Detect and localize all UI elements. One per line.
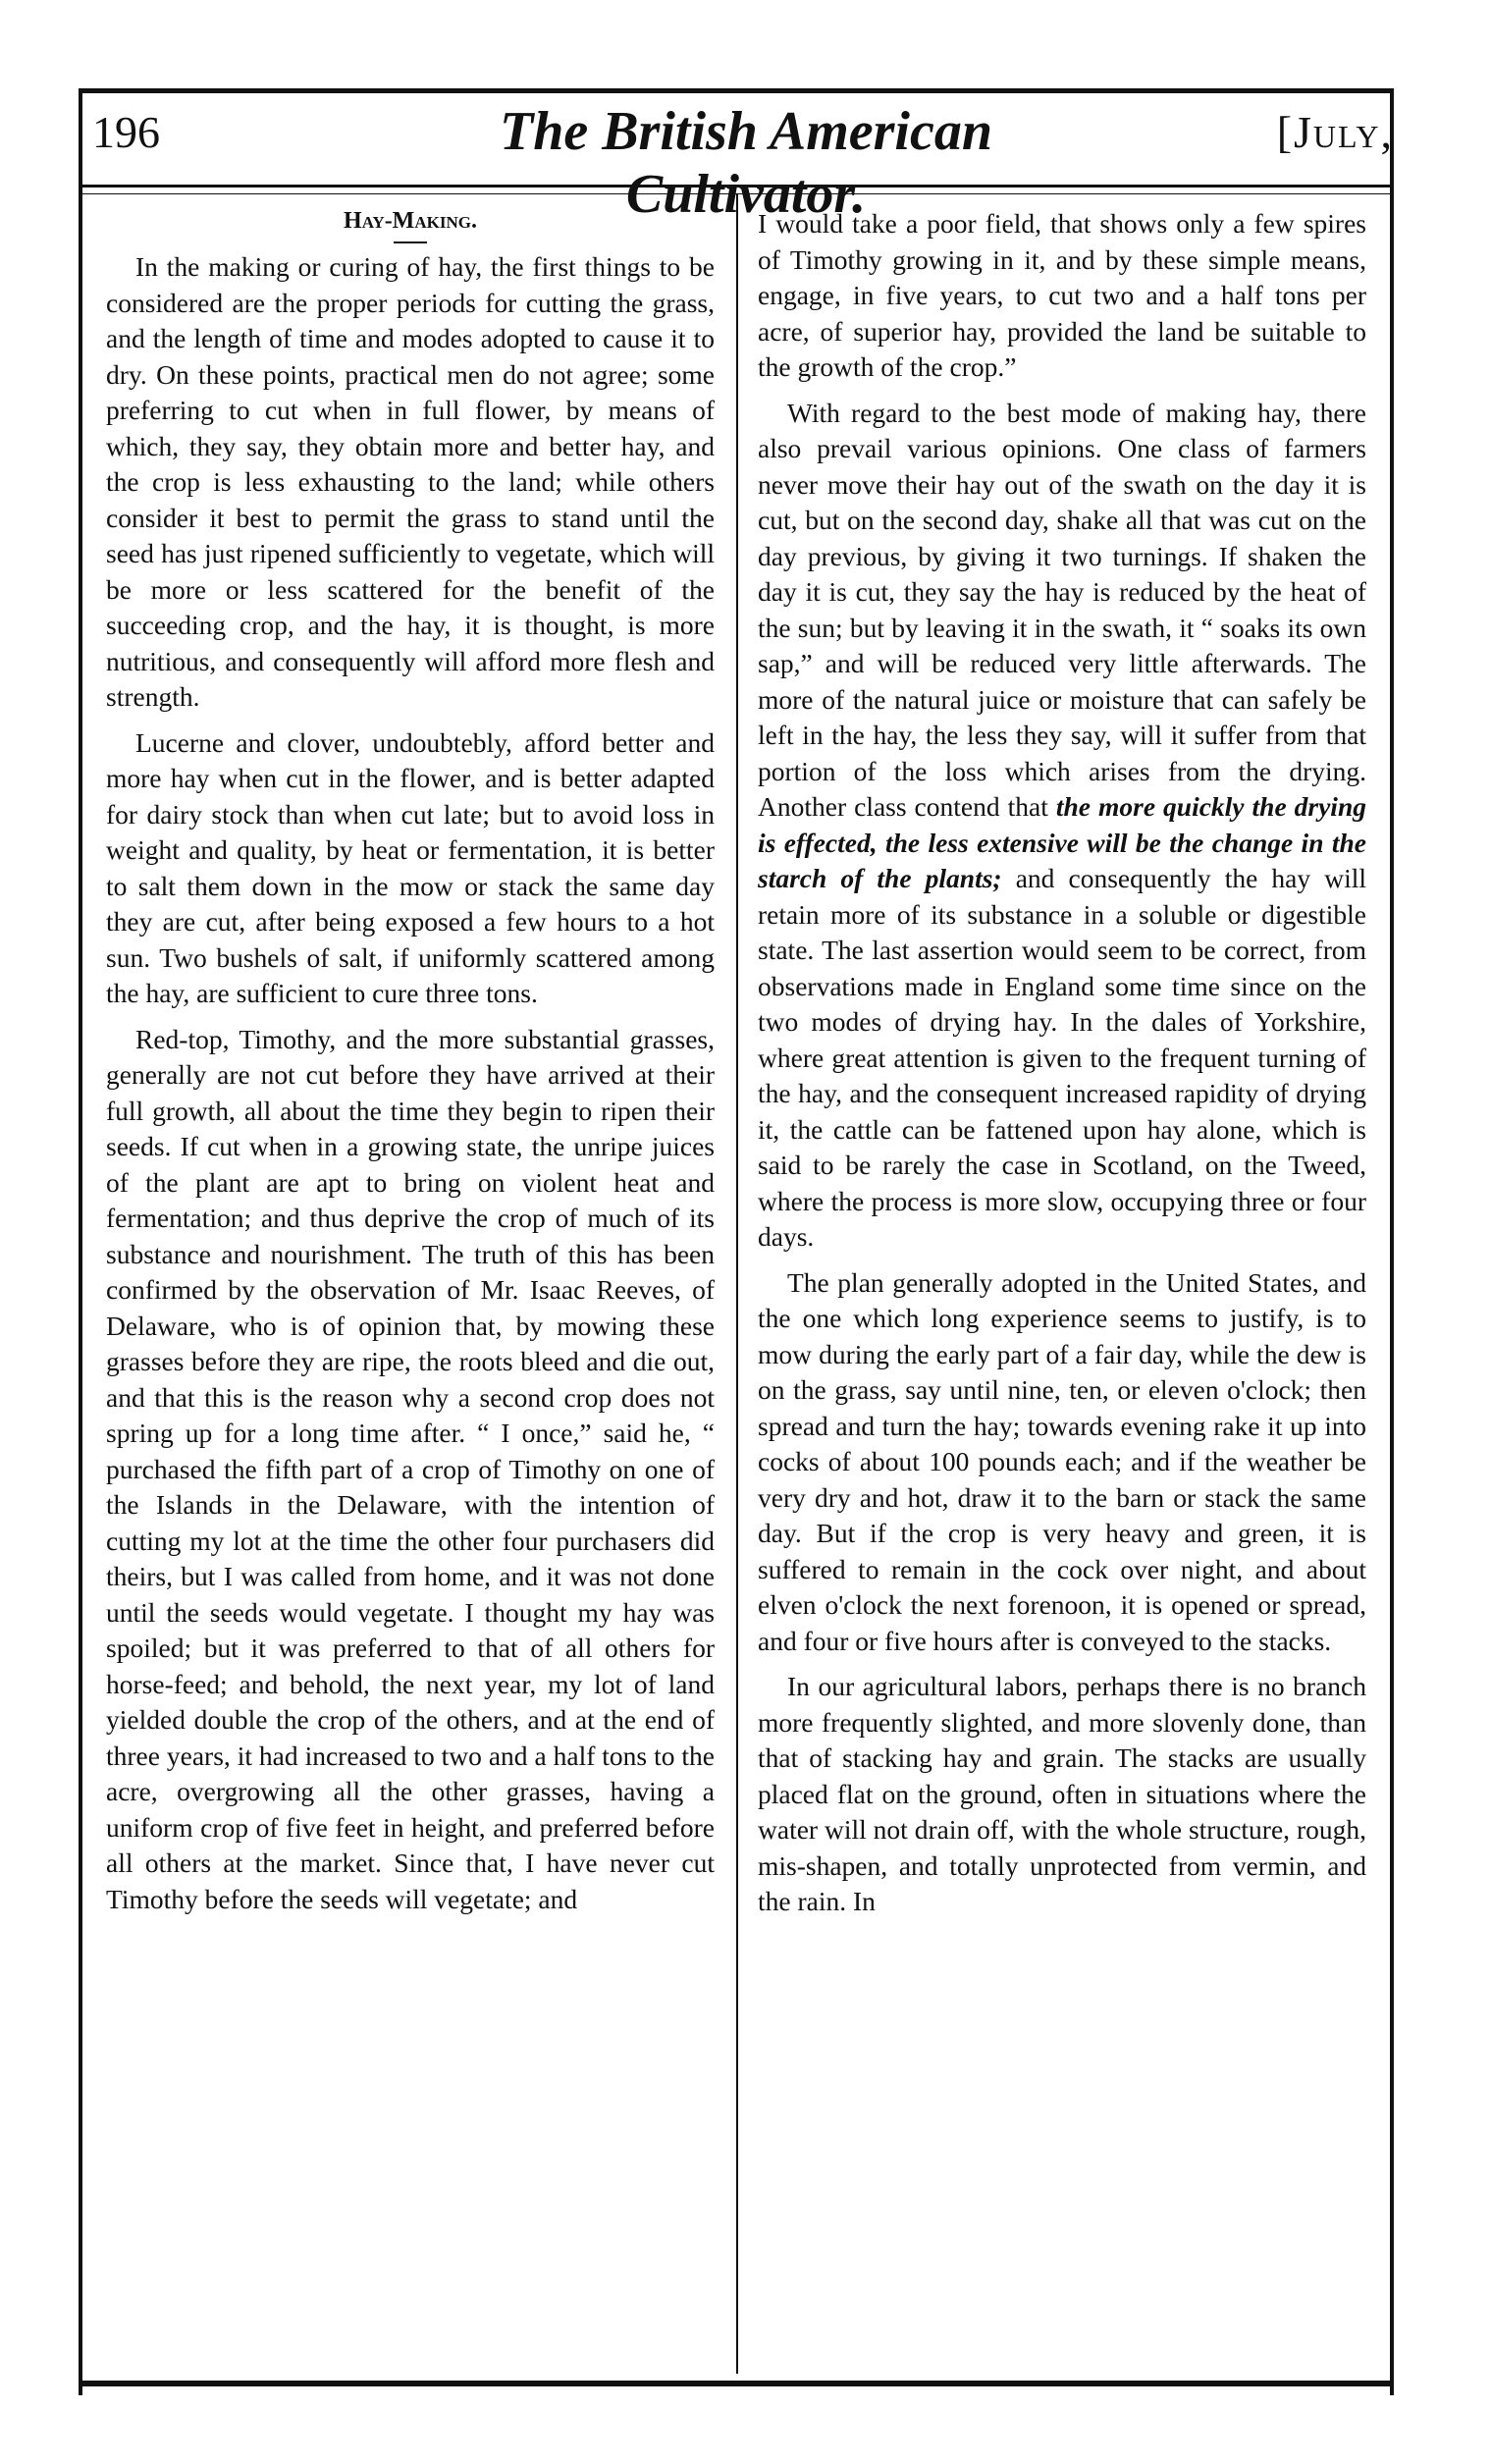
column-divider bbox=[736, 194, 738, 2374]
bottom-rule bbox=[79, 2381, 1394, 2386]
left-border-rule bbox=[79, 88, 82, 2395]
newspaper-page bbox=[79, 69, 1394, 2415]
paragraph-4 bbox=[758, 396, 1366, 1256]
journal-title: The British American Cultivator. bbox=[499, 101, 992, 225]
paragraph-1: In the making or curing of hay, the first things to be considered are the proper periods for cutting the grass, and the length of time and modes adopted to cause it to dry. On these points, practical men do not agree; some preferring to cut when in full flower, by means of which, they say, they obtain more and better hay, and the crop is less exhausting to the land; while others consider it best to permit the grass to stand until the seed has just ripened sufficiently to vegetate, which will be more or less scattered for the benefit of the succeeding crop, and the hay, it is thought, is more nutritious, and consequently will afford more flesh and strength. bbox=[106, 251, 715, 712]
heading-rule bbox=[394, 241, 427, 243]
issue-month: [July, bbox=[1276, 107, 1394, 157]
left-column bbox=[106, 206, 715, 1927]
paragraph-continuation: I would take a poor field, that shows only a few spires of Timothy growing in it, and by these simple means, engage, in five years, to cut two and a half tons per acre, of superior hay, provided the land be suitable to the growth of the crop.” bbox=[758, 208, 1366, 382]
top-rule bbox=[79, 88, 1394, 93]
right-column bbox=[758, 206, 1366, 1930]
paragraph-6: In our agricultural labors, perhaps there is no branch more frequently slighted, and more slovenly done, than that of stacking hay and grain. The stacks are usually placed flat on the ground, often in situations where the water will not drain off, with the whole structure, rough, mis-shapen, and totally unprotected from vermin, and the rain. In bbox=[758, 1671, 1366, 1916]
paragraph-5: The plan generally adopted in the United States, and the one which long experience seems to justify, is to mow during the early part of a fair day, while the dew is on the grass, say until nine, ten, or eleven o'clock; then spread and turn the hay; towards evening rake it up into cocks of about 100 pounds each; and if the weather be very dry and hot, draw it to the barn or stack the same day. But if the crop is very heavy and green, it is suffered to remain in the cock over night, and about elven o'clock the next forenoon, it is opened or spread, and four or five hours after is conveyed to the stacks. bbox=[758, 1266, 1366, 1656]
header-rule bbox=[79, 185, 1394, 194]
article-heading: Hay-Making. bbox=[344, 208, 477, 234]
paragraph-2: Lucerne and clover, undoubtebly, afford better and more hay when cut in the flower, and is better adapted for dairy stock than when cut late; but to avoid loss in weight and quality, by heat or fermentation, it is better to salt them down in the mow or stack the same day they are cut, after being exposed a few hours to a hot sun. Two bushels of salt, if uniformly scattered among the hay, are sufficient to cure three tons. bbox=[106, 726, 715, 1008]
paragraph-4-emphasis: the more quickly the drying is effected, the less extensive will be the change in the starch of the plants; bbox=[758, 791, 1366, 893]
page-number: 196 bbox=[92, 107, 160, 157]
paragraph-3: Red-top, Timothy, and the more substantial grasses, generally are not cut before they have arrived at their full growth, all about the time they begin to ripen their seeds. If cut when in a growing state, the unripe juices of the plant are apt to bring on violent heat and fermentation; and thus deprive the crop of much of its substance and nourishment. The truth of this has been confirmed by the observation of Mr. Isaac Reeves, of Delaware, who is of opinion that, by mowing these grasses before they are ripe, the roots bleed and die out, and that this is the reason why a second crop does not spring up for a long time after. “ I once,” said he, “ purchased the fifth part of a crop of Timothy on one of the Islands in the Delaware, with the intention of cutting my lot at the time the other four purchasers did theirs, but I was called from home, and it was not done until the seeds would vegetate. I thought my hay was spoiled; but it was preferred to that of all others for horse-feed; and behold, the next year, my lot of land yielded double the crop of the others, and at the end of three years, it had increased to two and a half tons to the acre, overgrowing all the other grasses, having a uniform crop of five feet in height, and preferred before all others at the market. Since that, I have never cut Timothy before the seeds will vegetate; and bbox=[106, 1023, 715, 1914]
right-border-rule bbox=[1390, 88, 1394, 2395]
paragraph-4-text-a: With regard to the best mode of making hay, there also prevail various opinions. One class of farmers never move their hay out of the swath on the day it is cut, but on the second day, shake all that was cut on the day previous, by giving it two turnings. If shaken the day it is cut, they say the hay is reduced by the heat of the sun; but by leaving it in the swath, it “ soaks its own sap,” and will be reduced very little afterwards. The more of the natural juice or moisture that can safely be left in the hay, the less they say, will it suffer from that portion of the loss which arises from the drying. Another class contend that bbox=[758, 397, 1366, 822]
paragraph-4-text-b: and consequently the hay will retain more of its substance in a soluble or digestible state. The last assertion would seem to be correct, from observations made in England some time since on the two modes of drying hay. In the dales of Yorkshire, where great attention is given to the frequent turning of the hay, and the consequent increased rapidity of drying it, the cattle can be fattened upon hay alone, which is said to be rarely the case in Scotland, on the Tweed, where the process is more slow, occupying three or four days. bbox=[758, 863, 1366, 1252]
